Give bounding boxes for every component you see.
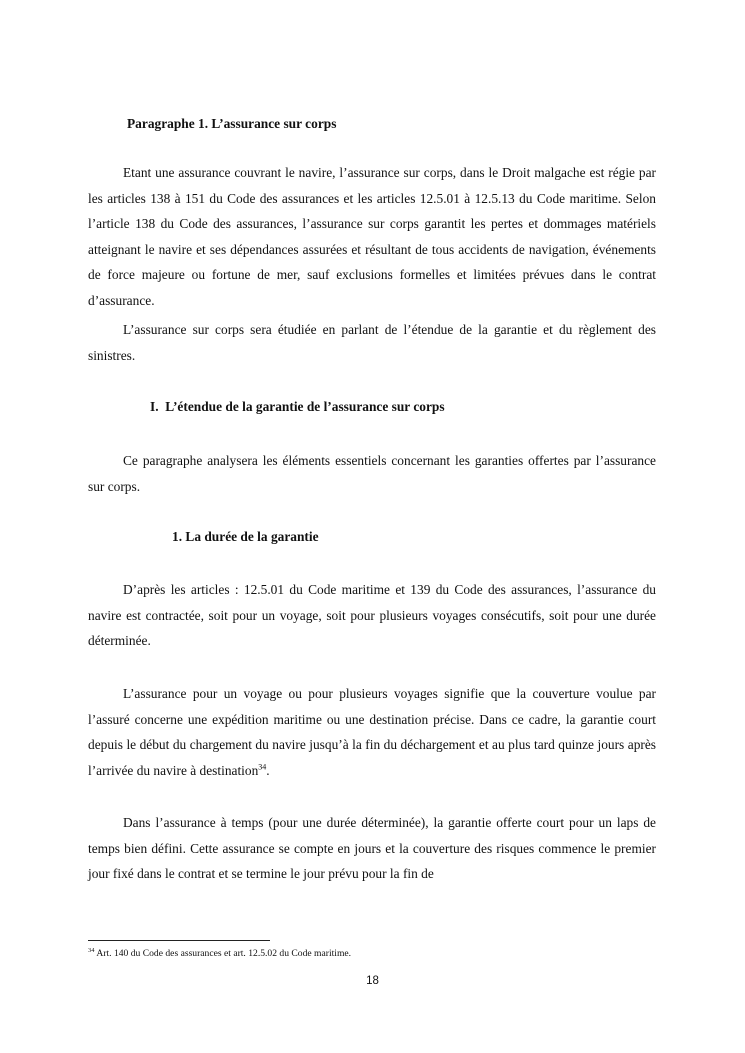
footnote-number: 34 [88,946,95,954]
footnote-text: Art. 140 du Code des assurances et art. 12.5.02 du Code maritime. [94,948,352,959]
page-number: 18 [366,975,379,987]
body-paragraph-articles: D’après les articles : 12.5.01 du Code maritime et 139 du Code des assurances, l’assurance du navire est contractée, soit pour un voyage, soit pour plusieurs voyages consécutifs, soit pour une durée déterminée. [88,582,656,649]
section-heading-i: I. L’étendue de la garantie de l’assurance sur corps [150,399,445,414]
footnote-reference: 34 [258,762,267,772]
body-paragraph-time-insurance: Dans l’assurance à temps (pour une durée déterminée), la garantie offerte court pour un laps de temps bien défini. Cette assurance se compte en jours et la couverture des risques commence le premier jour fixé dans le contrat et se termine le jour prévu pour la fin de [88,815,656,882]
paragraph-heading: Paragraphe 1. L’assurance sur corps [127,116,337,131]
body-paragraph-intro: Etant une assurance couvrant le navire, l’assurance sur corps, dans le Droit malgache est régie par les articles 138 à 151 du Code des assurances et les articles 12.5.01 à 12.5.13 du Code maritime. Selon l’article 138 du Code des assurances, l’assurance sur corps garantit les pertes et dommages matériels atteignant le navire et ses dépendances assurées et résultant de tous accidents de navigation, événements de force majeure ou fortune de mer, sauf exclusions formelles et limitées prévues dans le contrat d’assurance. [88,165,656,308]
body-paragraph-section-intro: Ce paragraphe analysera les éléments essentiels concernant les garanties offertes par l’assurance sur corps. [88,453,656,494]
footnote-separator [88,940,270,941]
body-paragraph-voyage [88,681,656,783]
voyage-text: L’assurance pour un voyage ou pour plusieurs voyages signifie que la couverture voulue par l’assuré concerne une expédition maritime ou une destination précise. Dans ce cadre, la garantie court depuis le début du chargement du navire jusqu’à la fin du déchargement et au plus tard quinze jours après l’arrivée du navire à destination [88,686,656,778]
footnote [88,948,351,959]
voyage-text-end: . [266,762,270,778]
subsection-heading-1: 1. La durée de la garantie [172,529,319,544]
body-paragraph-outline: L’assurance sur corps sera étudiée en parlant de l’étendue de la garantie et du règlement des sinistres. [88,322,656,363]
